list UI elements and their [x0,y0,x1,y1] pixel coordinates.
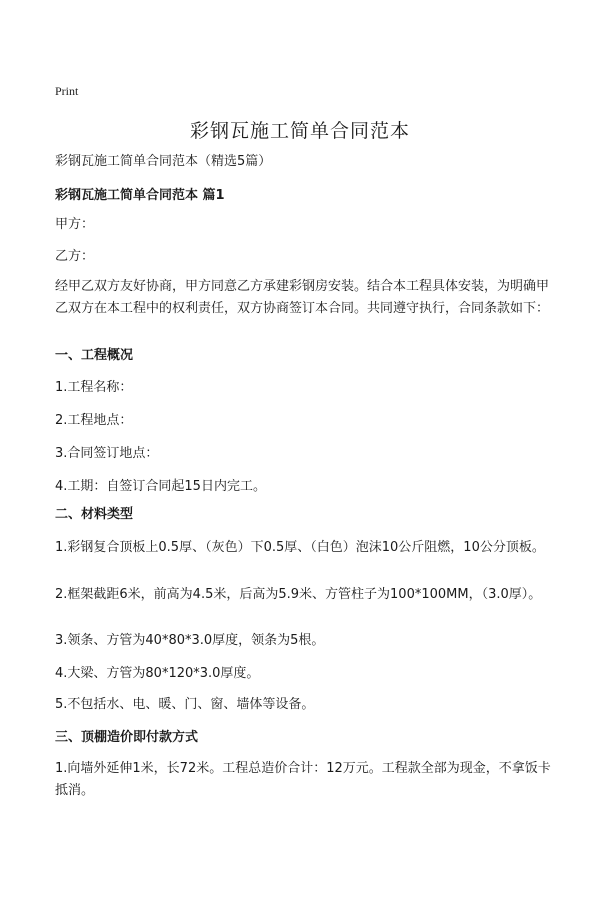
section2-heading: 二、材料类型 [55,507,134,522]
section2-item: 4.大梁、方管为80*120*3.0厚度。 [55,666,260,681]
section1-heading: 一、工程概况 [55,348,134,363]
section1-item: 4.工期：自签订合同起15日内完工。 [55,479,266,494]
party-b-line: 乙方： [55,249,95,264]
section1-item: 1.工程名称： [55,380,133,395]
section2-item: 1.彩钢复合顶板上0.5厚、（灰色）下0.5厚、（白色）泡沫10公斤阻燃，10公分顶板。 [55,540,545,555]
section2-item: 2.框架截距6米，前高为4.5米，后高为5.9米、方管柱子为100*100MM，（3.0厚）。 [55,587,542,602]
print-label: Print [55,84,79,98]
article-heading: 彩钢瓦施工简单合同范本 篇1 [55,188,225,203]
section3-item: 1.向墙外延伸1米，长72米。工程总造价合计：12万元。工程款全部为现金，不拿饭卡抵消。 [55,761,551,798]
subtitle: 彩钢瓦施工简单合同范本（精选5篇） [55,154,272,169]
section2-item: 5.不包括水、电、暖、门、窗、墙体等设备。 [55,697,315,712]
intro-paragraph: 经甲乙双方友好协商，甲方同意乙方承建彩钢房安装。结合本工程具体安装，为明确甲乙双方在本工程中的权利责任，双方协商签订本合同。共同遵守执行，合同条款如下： [55,279,550,316]
party-a-line: 甲方： [55,217,95,232]
section2-item: 3.领条、方管为40*80*3.0厚度，领条为5根。 [55,633,325,648]
section1-item: 2.工程地点： [55,413,133,428]
section1-item: 3.合同签订地点： [55,446,159,461]
section3-heading: 三、顶棚造价即付款方式 [55,730,199,745]
document-title: 彩钢瓦施工简单合同范本 [189,120,410,142]
